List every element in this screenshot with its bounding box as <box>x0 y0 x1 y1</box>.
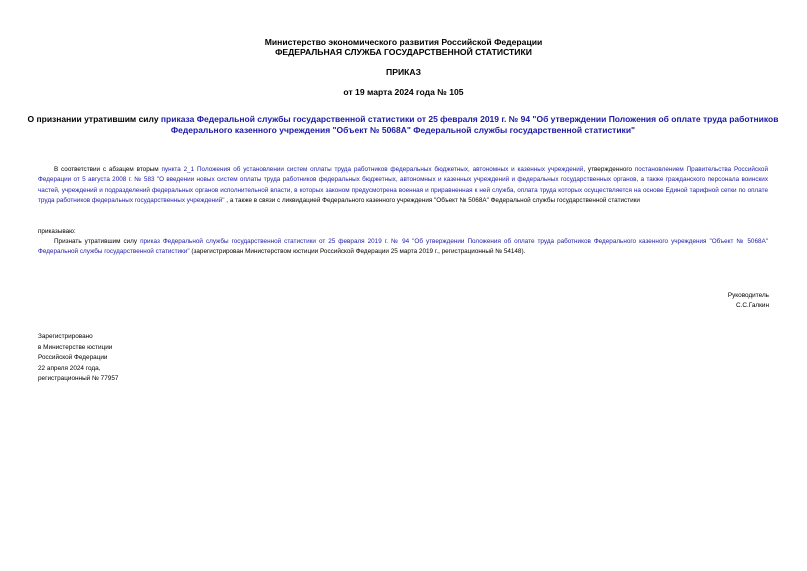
order-heading: ПРИКАЗ <box>386 67 421 77</box>
title-link[interactable]: приказа Федеральной службы государственной статистики от 25 февраля 2019 г. № 94 "Об утверждении Положения об оплате труда работников Федерального казенного учреждения "Объект № 5068А" Федеральной службы государственной статистики" <box>160 114 779 135</box>
action-text-2: (зарегистрирован Министерством юстиции Российской Федерации 25 марта 2019 г., регистрационный № 54148). <box>189 248 526 256</box>
registration-block <box>38 332 118 385</box>
registration-line: Зарегистрировано <box>38 333 93 340</box>
registration-line: 22 апреля 2024 года, <box>38 364 101 372</box>
signature-name: С.С.Галкин <box>735 302 769 309</box>
action-text-1: Признать утратившим силу <box>54 238 141 245</box>
action-link-order[interactable]: приказ Федеральной службы государственной статистики от 25 февраля 2019 г. № 94 "Об утверждении Положения об оплате труда работников Федерального казенного учреждения "Объект № 5068А" Федеральной службы государственной статистики" <box>38 238 769 256</box>
service-name: ФЕДЕРАЛЬНАЯ СЛУЖБА ГОСУДАРСТВЕННОЙ СТАТИСТИКИ <box>275 47 532 57</box>
intro-text-1: В соответствии с абзацем вторым <box>54 166 162 173</box>
intro-link-resolution[interactable]: постановлением Правительства Российской Федерации от 5 августа 2008 г. № 583 "О введении новых систем оплаты труда работников федеральных бюджетных, автономных и казенных учреждений и федеральных государственных органов, а также гражданского персонала воинских частей, учреждений и подразделений федеральных органов исполнительной власти, в которых законом предусмотрена военная и приравненная к ней служба, оплата труда которых осуществляется на основе Единой тарифной сетки по оплате труда работников федеральных государственных учреждений" <box>38 166 769 205</box>
registration-line: Российской Федерации <box>38 354 108 361</box>
registration-line: в Министерстве юстиции <box>38 343 113 351</box>
title-prefix: О признании утратившим силу <box>27 114 161 124</box>
intro-text-3: , а также в связи с ликвидацией Федерального казенного учреждения "Объект № 5068А" Федеральной службы государственной статистики <box>224 197 640 205</box>
signature-title: Руководитель <box>727 292 769 299</box>
document-title <box>24 114 782 136</box>
intro-paragraph <box>38 165 768 207</box>
intro-text-2: , утвержденного <box>583 166 635 173</box>
ministry-name: Министерство экономического развития Российской Федерации <box>264 37 543 47</box>
intro-link-clause[interactable]: пункта 2_1 Положения об установлении систем оплаты труда работников федеральных бюджетных, автономных и казенных учреждений <box>161 166 584 173</box>
orders-word: приказываю: <box>38 228 76 235</box>
registration-line: регистрационный № 77957 <box>38 375 119 382</box>
action-paragraph <box>38 237 768 258</box>
order-date: от 19 марта 2024 года № 105 <box>343 87 464 97</box>
